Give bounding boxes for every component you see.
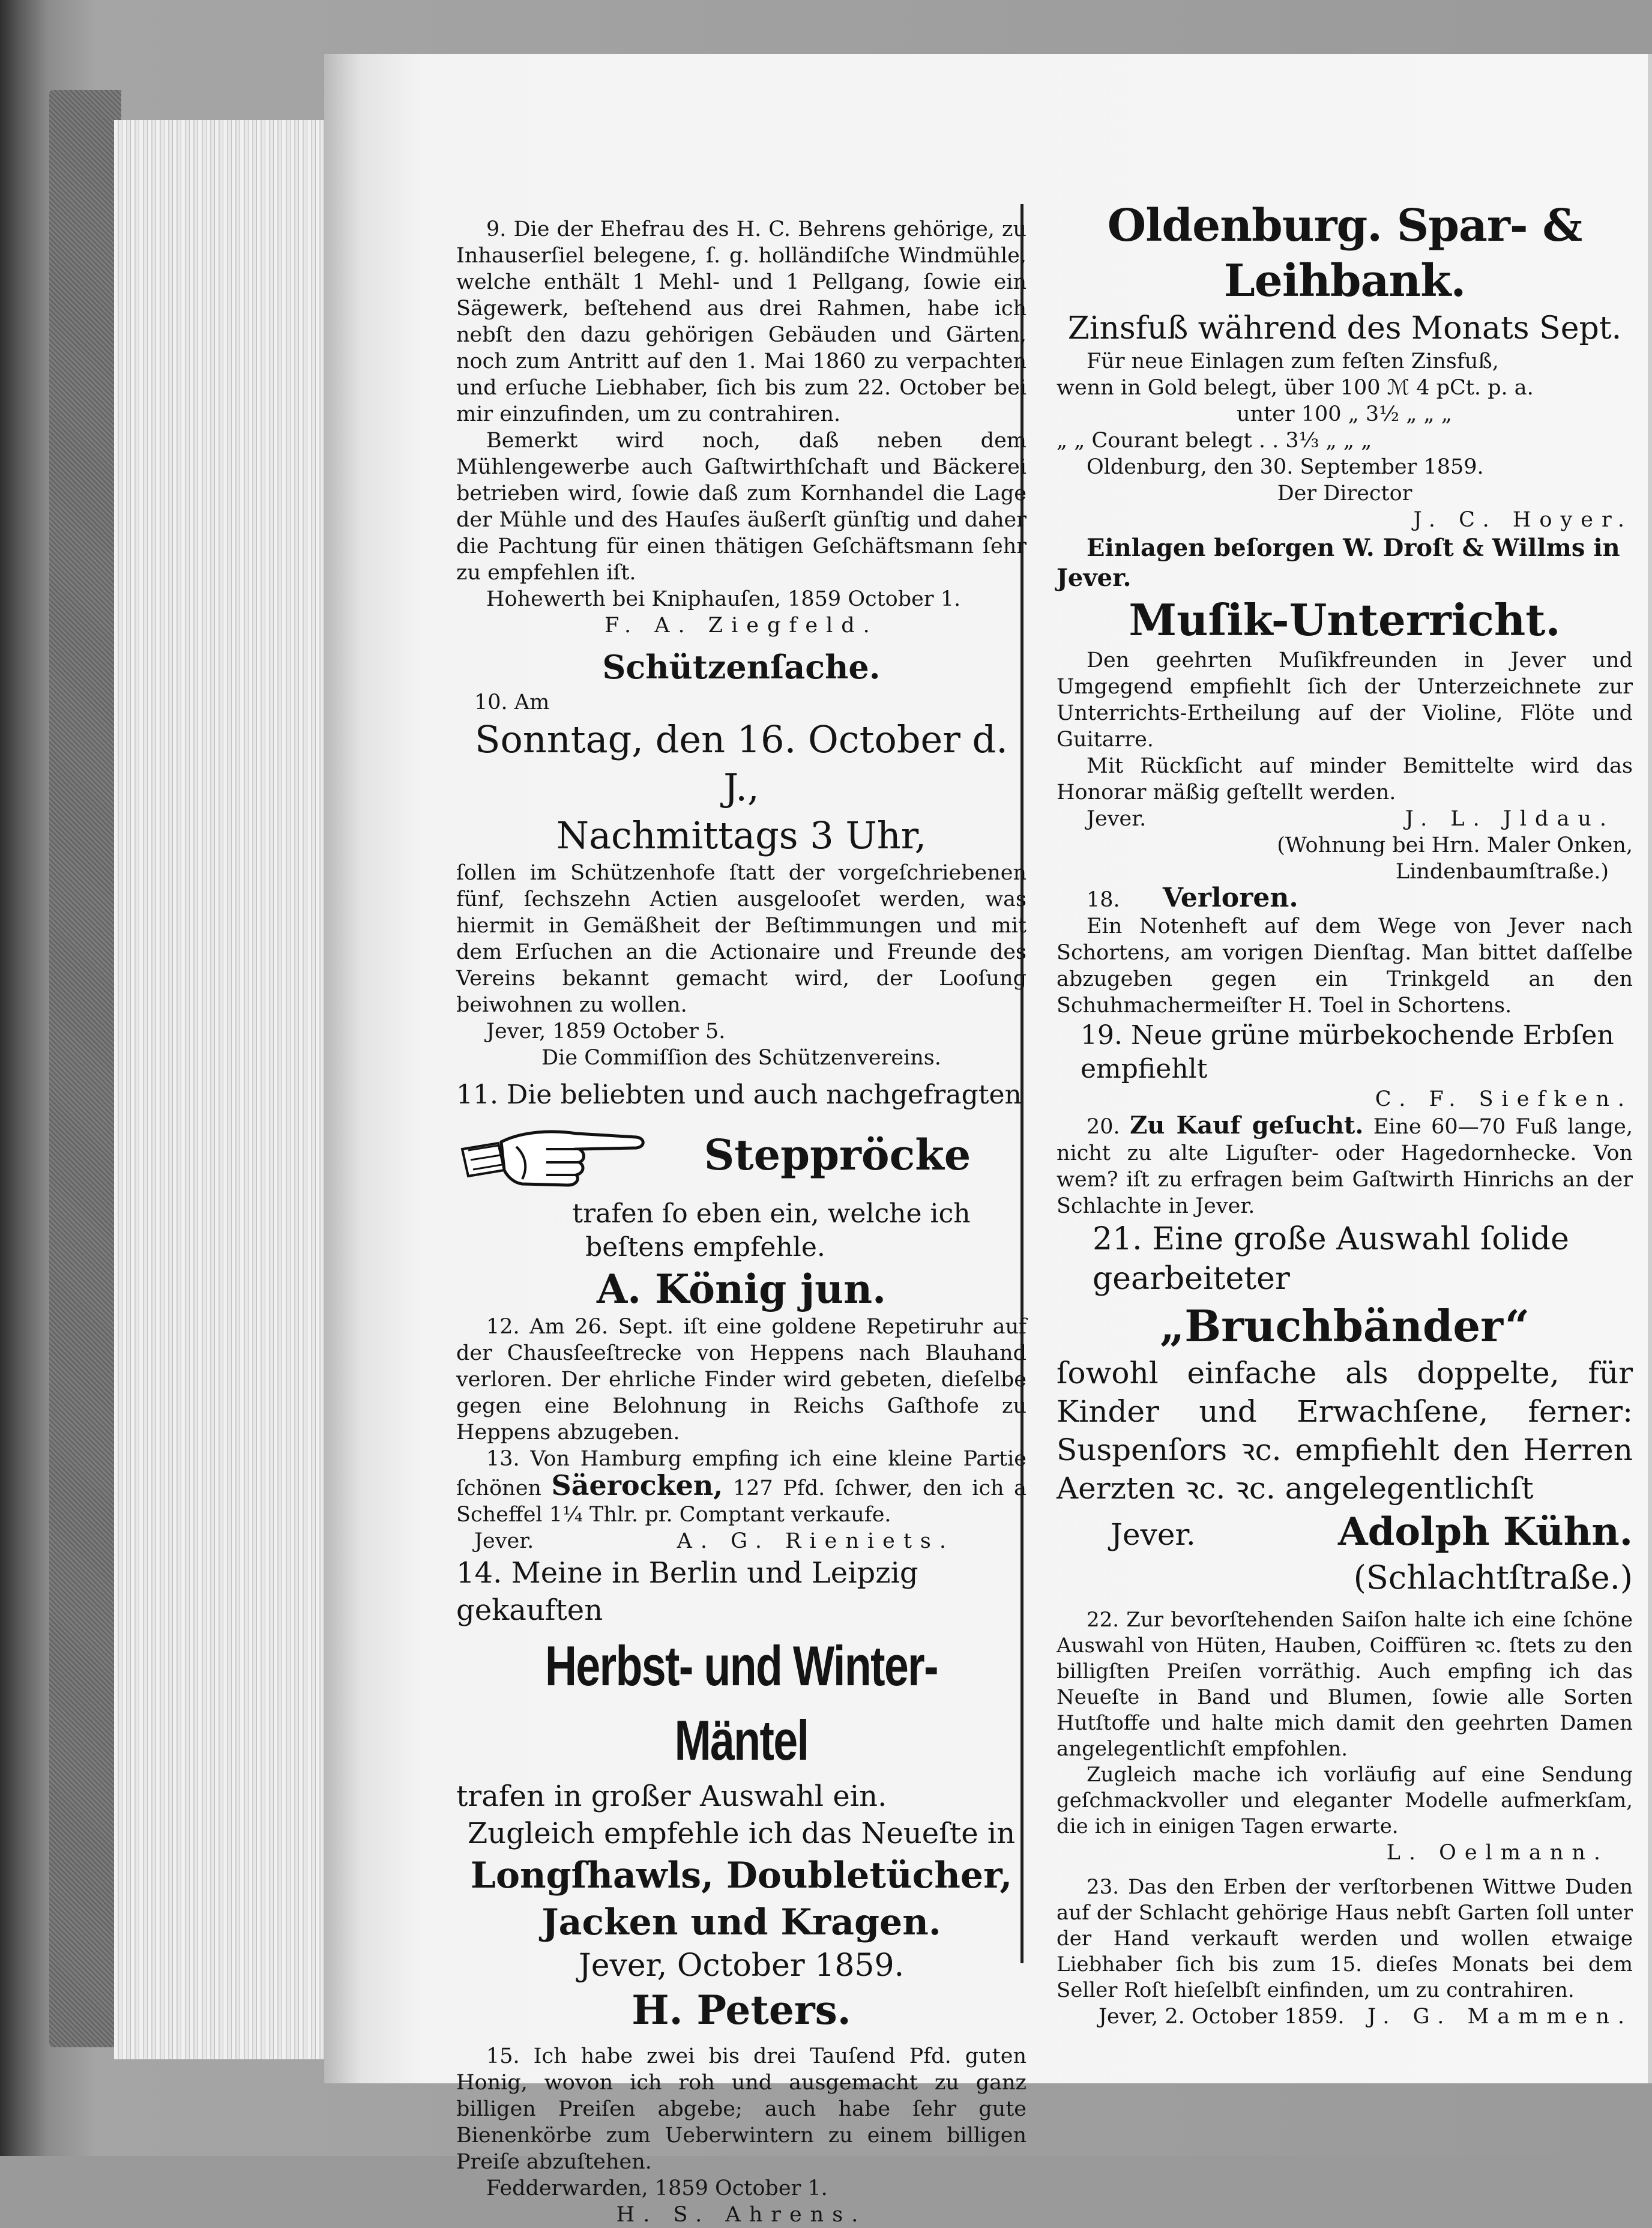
ad-23 [1057,1874,1633,2030]
ad-14 [456,1554,1026,2035]
ad-21-place: Jever. [1111,1517,1196,1552]
bank-notice [1057,198,1633,593]
ad-10-place: Jever, 1859 October 5. [486,1019,726,1043]
ad-19 [1057,1019,1633,1112]
ad-14-line3: Longſhawls, Doubletücher, [470,1855,1013,1897]
ad-9-place: Hohewerth bei Kniphauſen, 1859 October 1. [486,587,961,611]
right-column [1057,198,1633,2030]
ad-20 [1057,1112,1633,1219]
ad-14-intro: 14. Meine in Berlin und Leipzig gekauften [456,1556,918,1627]
ad-11-product: Steppröcke [704,1130,971,1180]
ad-23-signature: J. G. Mammen. [1367,2005,1633,2029]
ad-9-text: 9. Die der Ehefrau des H. C. Behrens gehörige, zu Inhauserſiel belegene, ſ. g. holländiſche Windmühle, welche enthält 1 Mehl- und 1 Pellgang, ſowie ein Sägewerk, beſtehend aus drei Rahmen, habe ich nebſt den dazu gehörigen Gebäuden und Gärten, noch zum Antritt auf den 1. Mai 1860 zu verpachten und erſuche Liebhaber, ſich bis zum 22. October bei mir einzufinden, um zu contrahiren. [456,217,1026,426]
bank-role: Der Director [1277,482,1412,506]
ad-15-signature: H. S. Ahrens. [616,2203,867,2227]
ad-14-line4: Jacken und Kragen. [541,1901,941,1943]
bank-rate-courant: „ „ Courant belegt . . 3⅓ „ „ „ [1057,429,1372,453]
left-column [456,216,1026,2228]
ad-14-signature: H. Peters. [632,1987,851,2033]
bank-subtitle: Zinsfuß während des Monats Sept. [1067,310,1622,346]
ad-12-text: 12. Am 26. Sept. iſt eine goldene Repetiruhr auf der Chausſeeſtrecke von Heppens nach Blauhand verloren. Der ehrliche Finder wird gebeten, dieſelbe gegen eine Belohnung in Reichs Gaſthofe zu Heppens abzugeben. [456,1315,1026,1445]
ad-13 [456,1446,1026,1554]
ad-20-number: 20. [1087,1115,1120,1139]
ad-18 [1057,885,1633,1019]
ad-11-intro: 11. Die beliebten und auch nachgefragten [456,1079,1022,1110]
ad-10-signature: Die Commiſſion des Schützenvereins. [541,1046,941,1070]
book-cover-edge [49,90,121,2047]
ad-10-date: Sonntag, den 16. October d. J., [475,717,1008,809]
ad-21-intro: 21. Eine große Auswahl ſolide gearbeiteter [1093,1221,1569,1297]
page-right-edge [1648,54,1652,2083]
music-text: Den geehrten Muſikfreunden in Jever und Umgegend empfiehlt ſich der Unterzeichnete zur Unterrichts-Ertheilung auf der Violine, Flöte und Guitarre. [1057,648,1633,752]
bank-footer: Einlagen beſorgen W. Droſt & Willms in Jever. [1057,534,1620,592]
ad-10-text: ſollen im Schützenhofe ſtatt der vorgeſchriebenen fünf, ſechszehn Actien ausgelooſet werden, was hiermit in Gemäßheit der Beſtimmungen und mit dem Erſuchen an die Actionaire und Freunde des Vereins bekannt gemacht wird, der Looſung beiwohnen zu wollen. [456,861,1026,1017]
bank-signature: J. C. Hoyer. [1413,508,1633,532]
page-edges [114,120,348,2059]
music-address-2: Lindenbaumſtraße.) [1395,860,1609,884]
ad-20-heading: Zu Kauf geſucht. [1130,1111,1364,1140]
ad-14-heading: Herbst- und Winter-Mäntel [545,1634,938,1772]
ad-13-place: Jever. [474,1529,534,1553]
ad-22-note: Zugleich mache ich vorläufig auf eine Sendung geſchmackvoller und eleganter Modelle aufmerkſam, die ich in einigen Tagen erwarte. [1057,1763,1633,1838]
ad-13-product: Säerocken, [551,1469,723,1502]
ad-14-line1: trafen in großer Auswahl ein. [456,1780,887,1813]
ad-18-number: 18. [1087,888,1120,912]
ad-15-text: 15. Ich habe zwei bis drei Tauſend Pfd. guten Honig, wovon ich roh und ausgemacht zu ganz billigen Preiſen abgebe; auch habe ſehr gute Bienenkörbe zum Ueberwintern zu einem billigen Preiſe abzuſtehen. [456,2044,1026,2174]
ad-19-text: 19. Neue grüne mürbekochende Erbſen empfiehlt [1081,1020,1614,1084]
ad-10-number: 10. Am [474,690,550,714]
ad-21-signature: Adolph Kühn. [1337,1509,1633,1554]
ad-12 [456,1314,1026,1446]
ad-11-line1: trafen ſo eben ein, welche ich [572,1198,971,1229]
ad-23-place: Jever, 2. October 1859. [1099,2005,1345,2029]
ad-9-note: Bemerkt wird noch, daß neben dem Mühlengewerbe auch Gaſtwirthſchaft und Bäckerei betrieben wird, ſowie daß zum Kornhandel die Lage der Mühle und des Hauſes äußerſt günſtig und daher die Pachtung für einen thätigen Geſchäftsmann ſehr zu empfehlen iſt. [456,429,1026,585]
ad-21-product: „Bruchbänder“ [1159,1300,1530,1351]
ad-21-address: (Schlachtſtraße.) [1353,1559,1633,1596]
ad-10-heading: Schützenſache. [602,648,881,686]
bank-title: Oldenburg. Spar- & Leihbank. [1107,200,1582,307]
ad-14-line2: Zugleich empfehle ich das Neueſte in [467,1817,1016,1850]
music-heading: Muſik-Unterricht. [1129,594,1561,645]
ad-11 [456,1077,1026,1314]
ad-18-text: Ein Notenheft auf dem Wege von Jever nach Schortens, am vorigen Dienſtag. Man bittet daſſelbe abzugeben gegen ein Trinkgeld an den Schuhmachermeiſter H. Toel in Schortens. [1057,914,1633,1018]
ad-13-text-b: 127 Pfd. ſchwer, den ich a Scheffel 1¼ Thlr. pr. Comptant verkaufe. [456,1476,1026,1527]
ad-13-text-a: 13. Von Hamburg empfing ich eine kleine Partie ſchönen [456,1447,1026,1500]
ad-10 [456,645,1026,1071]
ad-20-text: Eine 60—70 Fuß lange, nicht zu alte Liguſter- oder Hagedornhecke. Von wem? iſt zu erfragen beim Gaſtwirth Hinrichs an der Schlachte in Jever. [1057,1115,1633,1218]
ad-15-place: Fedderwarden, 1859 October 1. [486,2176,828,2200]
ad-11-signature: A. König jun. [596,1266,887,1312]
music-address-1: (Wohnung bei Hrn. Maler Onken, [1277,833,1633,857]
ad-9-signature: F. A. Ziegfeld. [604,614,878,638]
ad-14-place: Jever, October 1859. [578,1948,905,1984]
ad-15 [456,2043,1026,2228]
ad-21-text: ſowohl einfache als doppelte, für Kinder und Erwachſene, ferner: Suspenſors ꝛc. empfiehlt den Herren Aerzten ꝛc. ꝛc. angelegentlichſt [1057,1356,1633,1506]
ad-22-signature: L. Oelmann. [1386,1841,1609,1865]
ad-22 [1057,1607,1633,1866]
pointing-hand-icon [456,1113,648,1197]
ad-9 [456,216,1026,639]
ad-10-time: Nachmittags 3 Uhr, [556,814,927,857]
ad-21 [1057,1219,1633,1599]
bank-place: Oldenburg, den 30. September 1859. [1087,455,1484,479]
ad-13-signature: A. G. Rieniets. [677,1529,954,1553]
ad-22-text: 22. Zur bevorſtehenden Saiſon halte ich eine ſchöne Auswahl von Hüten, Hauben, Coiffüren ꝛc. ſtets zu den billigſten Preiſen vorräthig. Auch empfing ich das Neueſte in Band und Blumen, ſowie alle Sorten Hutſtoffe und halte mich damit den geehrten Damen angelegentlichſt empfohlen. [1057,1608,1633,1761]
music-place: Jever. [1087,807,1147,831]
ad-18-heading: Verloren. [1162,883,1298,913]
music-ad [1057,593,1633,885]
bank-rate-gold-under: unter 100 „ 3½ „ „ „ [1237,402,1452,426]
ad-11-line2: beſtens empfehle. [585,1232,825,1263]
music-note: Mit Rückſicht auf minder Bemittelte wird das Honorar mäßig geſtellt werden. [1057,754,1633,805]
ad-23-text: 23. Das den Erben der verſtorbenen Wittwe Duden auf der Schlacht gehörige Haus nebſt Garten ſoll unter der Hand verkauft werden und wollen etwaige Liebhaber ſich bis zum 15. dieſes Monats bei dem Seller Roſt hieſelbſt einfinden, um zu contrahiren. [1057,1875,1633,2002]
music-signature: J. L. Jldau. [1405,807,1615,831]
ad-19-signature: C. F. Siefken. [1375,1087,1633,1111]
bank-rate-gold-over: wenn in Gold belegt, über 100 ℳ 4 pCt. p. a. [1057,376,1534,400]
bank-intro: Für neue Einlagen zum feſten Zinsfuß, [1087,349,1499,373]
